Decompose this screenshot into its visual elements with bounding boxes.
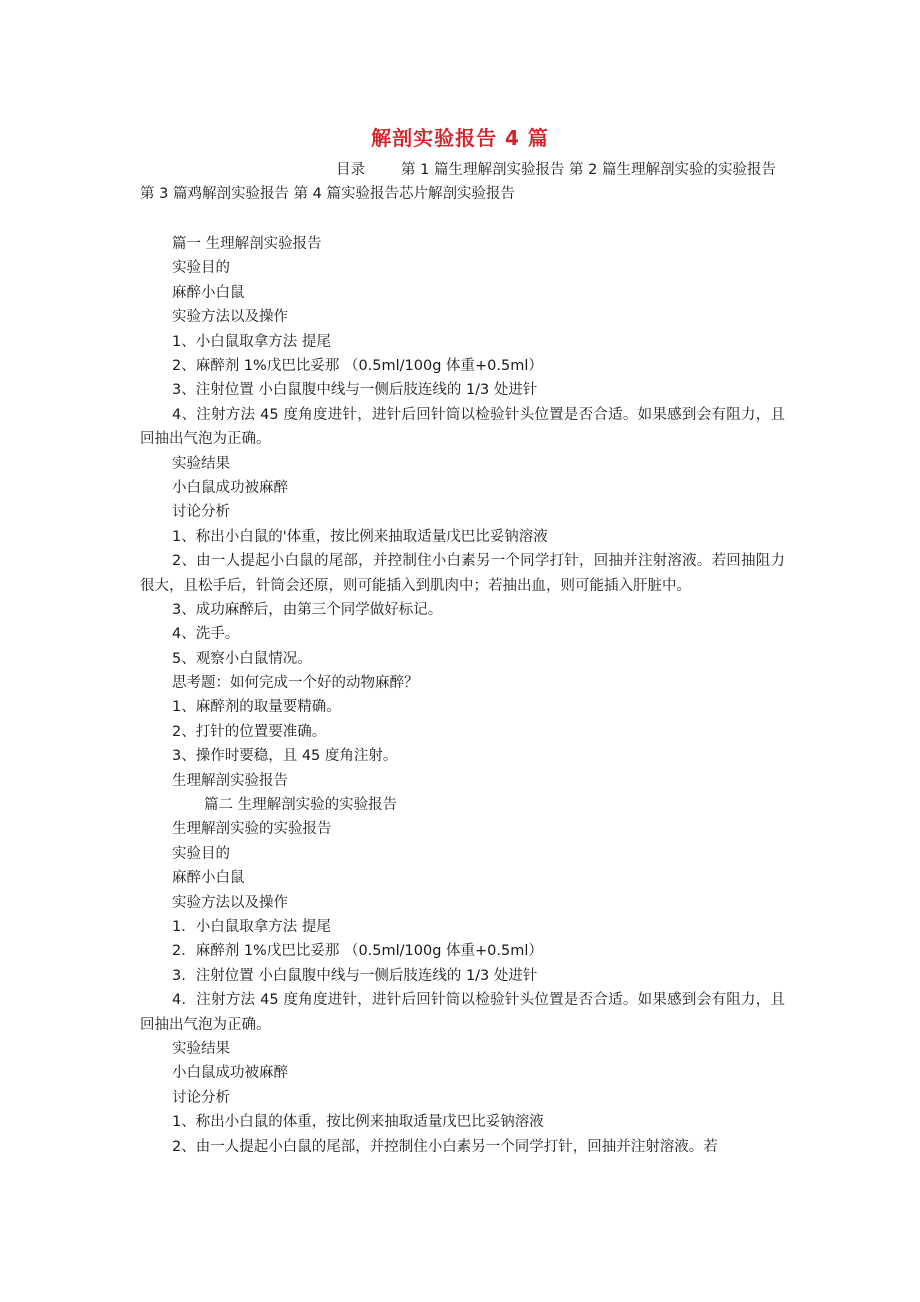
text-line: 实验方法以及操作 (172, 894, 288, 911)
text-line: 4、洗手。 (172, 626, 240, 643)
text-line: 2、由一人提起小白鼠的尾部，并控制住小白素另一个同学打针，回抽并注射溶液。若 (172, 1138, 718, 1155)
text-line: 1．小白鼠取拿方法 提尾 (172, 919, 331, 935)
text-line: 小白鼠成功被麻醉 (172, 1065, 288, 1082)
toc-label: 目录 (336, 162, 365, 178)
text-line: 生理解剖实验的实验报告 (172, 821, 332, 838)
text-line: 思考题：如何完成一个好的动物麻醉？ (172, 675, 419, 692)
text-line: 1、麻醉剂的取量要精确。 (172, 699, 341, 716)
section-heading: 篇一 生理解剖实验报告 (172, 236, 322, 252)
text-line: 3、注射位置 小白鼠腹中线与一侧后肢连线的 1/3 处进针 (172, 382, 538, 399)
text-paragraph: 4、注射方法 45 度角度进针，进针后回针筒以检验针头位置是否合适。如果感到会有阻力，且回抽出气泡为正确。 (140, 406, 785, 448)
document-body (140, 232, 785, 1159)
text-line: 讨论分析 (172, 1089, 230, 1106)
document-title: 解剖实验报告 4 篇 (371, 126, 549, 150)
text-line: 麻醉小白鼠 (172, 284, 245, 301)
table-of-contents (140, 158, 785, 206)
text-line: 3、操作时要稳，且 45 度角注射。 (172, 748, 398, 765)
text-line: 实验目的 (172, 260, 230, 277)
text-line: 实验结果 (172, 1040, 230, 1057)
section-heading: 篇二 生理解剖实验的实验报告 (204, 797, 398, 814)
text-line: 5、观察小白鼠情况。 (172, 650, 312, 667)
text-line: 1、称出小白鼠的'体重，按比例来抽取适量戊巴比妥钠溶液 (172, 528, 548, 545)
text-paragraph: 4．注射方法 45 度角度进针，进针后回针筒以检验针头位置是否合适。如果感到会有阻力，且回抽出气泡为正确。 (140, 992, 785, 1033)
text-line: 2．麻醉剂 1%戊巴比妥那 （0.5ml/100g 体重+0.5ml） (172, 943, 543, 960)
toc-entries: 第 1 篇生理解剖实验报告 第 2 篇生理解剖实验的实验报告 第 3 篇鸡解剖实验报告 第 4 篇实验报告芯片解剖实验报告 (140, 162, 776, 202)
text-line: 3．注射位置 小白鼠腹中线与一侧后肢连线的 1/3 处进针 (172, 967, 538, 984)
text-line: 生理解剖实验报告 (172, 772, 288, 789)
text-line: 2、麻醉剂 1%戊巴比妥那 （0.5ml/100g 体重+0.5ml） (172, 357, 543, 374)
text-line: 讨论分析 (172, 504, 230, 521)
text-line: 麻醉小白鼠 (172, 870, 245, 887)
text-line: 小白鼠成功被麻醉 (172, 479, 288, 496)
text-line: 实验结果 (172, 455, 230, 472)
text-line: 实验目的 (172, 845, 230, 862)
text-line: 3、成功麻醉后，由第三个同学做好标记。 (172, 601, 443, 618)
text-line: 1、小白鼠取拿方法 提尾 (172, 333, 331, 350)
text-line: 实验方法以及操作 (172, 309, 288, 326)
text-line: 2、打针的位置要准确。 (172, 723, 327, 740)
text-line: 1、称出小白鼠的体重，按比例来抽取适量戊巴比妥钠溶液 (172, 1114, 544, 1131)
text-paragraph: 2、由一人提起小白鼠的尾部，并控制住小白素另一个同学打针，回抽并注射溶液。若回抽阻力很大，且松手后，针筒会还原，则可能插入到肌肉中；若抽出血，则可能插入肝脏中。 (140, 553, 785, 594)
